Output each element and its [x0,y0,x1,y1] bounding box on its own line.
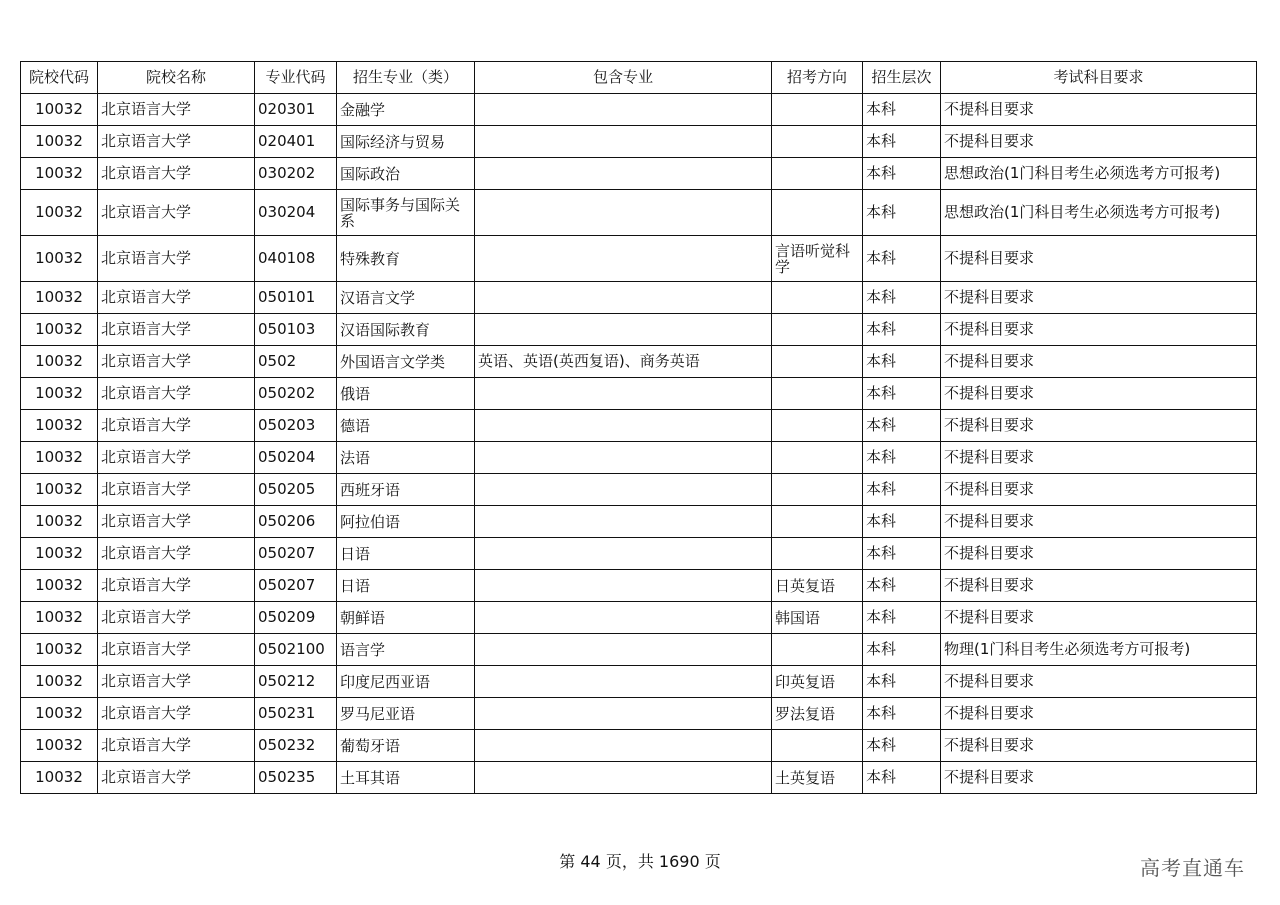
cell-school-code: 10032 [21,94,98,126]
cell-requirement: 不提科目要求 [941,282,1257,314]
cell-includes [475,474,772,506]
cell-level: 本科 [863,570,941,602]
table-row [21,634,1257,666]
cell-level: 本科 [863,282,941,314]
cell-major-code: 040108 [255,236,337,282]
cell-major: 俄语 [337,378,475,410]
cell-direction: 印英复语 [772,666,863,698]
cell-school-code: 10032 [21,474,98,506]
table-row [21,570,1257,602]
cell-includes [475,314,772,346]
table-body [21,94,1257,794]
cell-direction [772,190,863,236]
cell-includes: 英语、英语(英西复语)、商务英语 [475,346,772,378]
header-major: 招生专业（类） [337,62,475,94]
table-row [21,474,1257,506]
table-row [21,506,1257,538]
cell-major-code: 050235 [255,762,337,794]
cell-level: 本科 [863,94,941,126]
header-includes: 包含专业 [475,62,772,94]
cell-school-code: 10032 [21,506,98,538]
table-row [21,126,1257,158]
cell-level: 本科 [863,634,941,666]
cell-requirement: 不提科目要求 [941,602,1257,634]
cell-requirement: 不提科目要求 [941,762,1257,794]
cell-direction: 言语听觉科学 [772,236,863,282]
cell-school-code: 10032 [21,698,98,730]
cell-level: 本科 [863,158,941,190]
cell-major-code: 0502100 [255,634,337,666]
cell-requirement: 不提科目要求 [941,506,1257,538]
cell-major-code: 050231 [255,698,337,730]
cell-direction [772,538,863,570]
cell-direction [772,346,863,378]
cell-level: 本科 [863,698,941,730]
cell-major-code: 050203 [255,410,337,442]
cell-school-code: 10032 [21,602,98,634]
cell-major: 土耳其语 [337,762,475,794]
cell-level: 本科 [863,602,941,634]
cell-direction: 韩国语 [772,602,863,634]
table-row [21,442,1257,474]
cell-school-code: 10032 [21,666,98,698]
cell-level: 本科 [863,730,941,762]
cell-requirement: 不提科目要求 [941,442,1257,474]
table-row [21,346,1257,378]
cell-includes [475,410,772,442]
cell-level: 本科 [863,442,941,474]
cell-school-name: 北京语言大学 [98,506,255,538]
cell-major: 外国语言文学类 [337,346,475,378]
cell-level: 本科 [863,538,941,570]
cell-level: 本科 [863,378,941,410]
cell-major: 德语 [337,410,475,442]
cell-major-code: 050103 [255,314,337,346]
cell-includes [475,730,772,762]
cell-school-name: 北京语言大学 [98,634,255,666]
cell-includes [475,506,772,538]
cell-requirement: 思想政治(1门科目考生必须选考方可报考) [941,158,1257,190]
cell-includes [475,236,772,282]
cell-level: 本科 [863,314,941,346]
cell-requirement: 不提科目要求 [941,410,1257,442]
table-row [21,236,1257,282]
header-school-name: 院校名称 [98,62,255,94]
cell-major: 日语 [337,538,475,570]
header-row [21,62,1257,94]
cell-level: 本科 [863,762,941,794]
cell-major-code: 020401 [255,126,337,158]
cell-direction: 罗法复语 [772,698,863,730]
cell-direction [772,474,863,506]
cell-school-code: 10032 [21,158,98,190]
cell-school-name: 北京语言大学 [98,442,255,474]
cell-direction [772,730,863,762]
cell-includes [475,570,772,602]
cell-school-name: 北京语言大学 [98,602,255,634]
cell-requirement: 不提科目要求 [941,314,1257,346]
cell-major: 葡萄牙语 [337,730,475,762]
cell-requirement: 不提科目要求 [941,94,1257,126]
header-level: 招生层次 [863,62,941,94]
cell-level: 本科 [863,410,941,442]
cell-requirement: 物理(1门科目考生必须选考方可报考) [941,634,1257,666]
cell-school-name: 北京语言大学 [98,378,255,410]
cell-school-code: 10032 [21,570,98,602]
cell-school-code: 10032 [21,126,98,158]
table-row [21,190,1257,236]
cell-direction [772,94,863,126]
cell-level: 本科 [863,190,941,236]
cell-school-name: 北京语言大学 [98,190,255,236]
cell-requirement: 不提科目要求 [941,666,1257,698]
table-row [21,730,1257,762]
cell-major: 汉语言文学 [337,282,475,314]
cell-includes [475,602,772,634]
cell-level: 本科 [863,474,941,506]
cell-includes [475,442,772,474]
cell-school-code: 10032 [21,378,98,410]
cell-requirement: 不提科目要求 [941,698,1257,730]
cell-major-code: 050205 [255,474,337,506]
cell-school-code: 10032 [21,634,98,666]
cell-school-code: 10032 [21,538,98,570]
cell-major-code: 020301 [255,94,337,126]
cell-school-name: 北京语言大学 [98,158,255,190]
cell-requirement: 不提科目要求 [941,346,1257,378]
cell-major-code: 050204 [255,442,337,474]
cell-direction [772,378,863,410]
cell-direction [772,410,863,442]
cell-includes [475,94,772,126]
cell-major-code: 0502 [255,346,337,378]
cell-major: 国际政治 [337,158,475,190]
cell-school-name: 北京语言大学 [98,666,255,698]
table-row [21,698,1257,730]
cell-includes [475,762,772,794]
cell-school-name: 北京语言大学 [98,474,255,506]
cell-major: 汉语国际教育 [337,314,475,346]
cell-includes [475,190,772,236]
cell-major-code: 050232 [255,730,337,762]
cell-direction [772,158,863,190]
cell-school-name: 北京语言大学 [98,730,255,762]
cell-school-code: 10032 [21,346,98,378]
cell-major: 国际经济与贸易 [337,126,475,158]
cell-requirement: 不提科目要求 [941,730,1257,762]
cell-requirement: 不提科目要求 [941,378,1257,410]
cell-major-code: 050101 [255,282,337,314]
table-row [21,158,1257,190]
table-row [21,538,1257,570]
cell-requirement: 不提科目要求 [941,538,1257,570]
cell-level: 本科 [863,126,941,158]
cell-direction: 土英复语 [772,762,863,794]
cell-requirement: 思想政治(1门科目考生必须选考方可报考) [941,190,1257,236]
cell-level: 本科 [863,666,941,698]
cell-major-code: 050212 [255,666,337,698]
cell-school-name: 北京语言大学 [98,282,255,314]
cell-school-name: 北京语言大学 [98,698,255,730]
table-row [21,282,1257,314]
cell-school-code: 10032 [21,410,98,442]
cell-school-name: 北京语言大学 [98,346,255,378]
cell-major-code: 030204 [255,190,337,236]
cell-school-name: 北京语言大学 [98,94,255,126]
table-row [21,94,1257,126]
cell-level: 本科 [863,346,941,378]
cell-requirement: 不提科目要求 [941,570,1257,602]
header-direction: 招考方向 [772,62,863,94]
cell-requirement: 不提科目要求 [941,474,1257,506]
watermark-logo: 高考直通车 [1140,856,1245,880]
cell-major: 法语 [337,442,475,474]
table-row [21,602,1257,634]
cell-major: 国际事务与国际关系 [337,190,475,236]
cell-school-code: 10032 [21,282,98,314]
cell-major: 印度尼西亚语 [337,666,475,698]
cell-major-code: 050206 [255,506,337,538]
cell-includes [475,698,772,730]
cell-school-code: 10032 [21,442,98,474]
table-row [21,410,1257,442]
cell-major-code: 050207 [255,570,337,602]
cell-requirement: 不提科目要求 [941,126,1257,158]
header-requirement: 考试科目要求 [941,62,1257,94]
cell-school-name: 北京语言大学 [98,570,255,602]
cell-major: 西班牙语 [337,474,475,506]
cell-major-code: 050207 [255,538,337,570]
cell-includes [475,126,772,158]
cell-school-name: 北京语言大学 [98,538,255,570]
page-number: 第 44 页，共 1690 页 [559,852,721,871]
header-major-code: 专业代码 [255,62,337,94]
cell-school-code: 10032 [21,762,98,794]
cell-includes [475,538,772,570]
cell-major: 特殊教育 [337,236,475,282]
cell-major: 罗马尼亚语 [337,698,475,730]
cell-school-name: 北京语言大学 [98,762,255,794]
cell-direction [772,314,863,346]
cell-major: 日语 [337,570,475,602]
admission-table [20,61,1257,794]
cell-direction [772,634,863,666]
cell-school-name: 北京语言大学 [98,236,255,282]
cell-major-code: 050209 [255,602,337,634]
cell-school-name: 北京语言大学 [98,410,255,442]
cell-major: 语言学 [337,634,475,666]
cell-includes [475,378,772,410]
cell-direction [772,282,863,314]
cell-school-code: 10032 [21,236,98,282]
cell-school-name: 北京语言大学 [98,314,255,346]
table-row [21,666,1257,698]
cell-school-name: 北京语言大学 [98,126,255,158]
table-row [21,314,1257,346]
cell-major: 阿拉伯语 [337,506,475,538]
cell-includes [475,634,772,666]
cell-includes [475,282,772,314]
cell-level: 本科 [863,236,941,282]
cell-level: 本科 [863,506,941,538]
cell-school-code: 10032 [21,730,98,762]
cell-direction: 日英复语 [772,570,863,602]
cell-major-code: 030202 [255,158,337,190]
cell-major-code: 050202 [255,378,337,410]
cell-direction [772,506,863,538]
header-school-code: 院校代码 [21,62,98,94]
table-row [21,762,1257,794]
cell-direction [772,442,863,474]
cell-requirement: 不提科目要求 [941,236,1257,282]
cell-includes [475,666,772,698]
cell-major: 朝鲜语 [337,602,475,634]
cell-major: 金融学 [337,94,475,126]
table-row [21,378,1257,410]
cell-includes [475,158,772,190]
cell-direction [772,126,863,158]
cell-school-code: 10032 [21,314,98,346]
cell-school-code: 10032 [21,190,98,236]
